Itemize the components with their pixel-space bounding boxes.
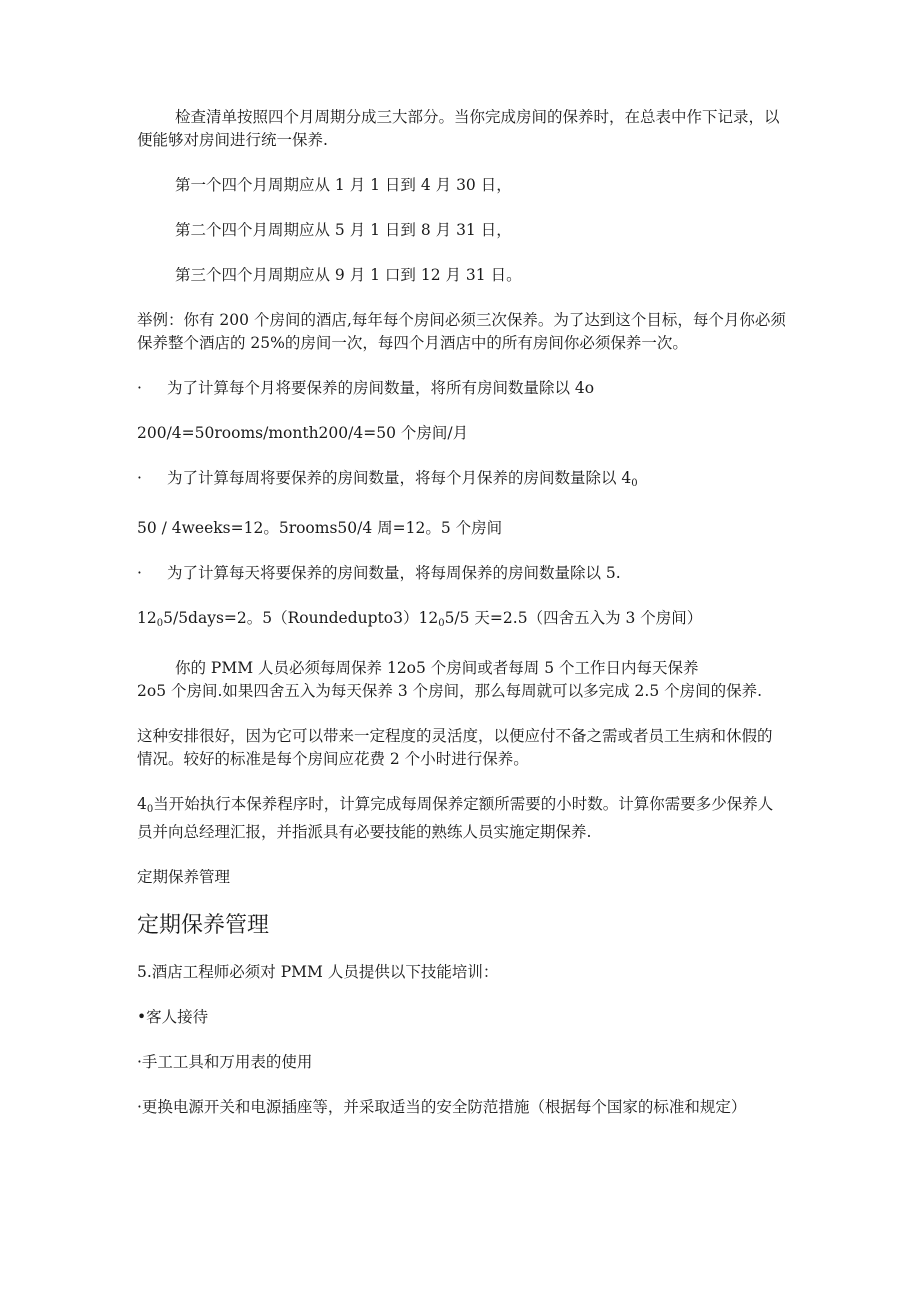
bullet-monthly bbox=[137, 377, 787, 400]
section-label-small: 定期保养管理 bbox=[137, 868, 231, 886]
step-4-subscript: 0 bbox=[146, 804, 154, 815]
bullet-weekly bbox=[137, 467, 787, 495]
calc-daily-part-a: 12 bbox=[137, 609, 157, 627]
bullet-dot-icon: · bbox=[137, 469, 142, 487]
calc-daily-part-b: 5/5days=2。5（Roundedupto3）12 bbox=[163, 609, 439, 627]
bullet-dot-icon: · bbox=[137, 564, 142, 582]
step-5-paragraph: 5.酒店工程师必须对 PMM 人员提供以下技能培训： bbox=[137, 963, 499, 981]
example-paragraph: 举例：你有 200 个房间的酒店,每年每个房间必须三次保养。为了达到这个目标，每个月你必须保养整个酒店的 25%的房间一次，每四个月酒店中的所有房间你必须保养一次。 bbox=[137, 311, 786, 352]
step-4-number: 4 bbox=[137, 795, 147, 813]
skill-guest-reception: •客人接待 bbox=[137, 1008, 209, 1026]
bullet-weekly-subscript: 0 bbox=[631, 478, 638, 489]
calc-daily bbox=[137, 607, 787, 635]
document-page bbox=[137, 106, 787, 1141]
bullet-dot-icon: · bbox=[137, 379, 142, 397]
skill-switch-replacement: ·更换电源开关和电源插座等，并采取适当的安全防范措施（根据每个国家的标准和规定） bbox=[137, 1098, 747, 1116]
intro-paragraph: 检查清单按照四个月周期分成三大部分。当你完成房间的保养时，在总表中作下记录，以便能够对房间进行统一保养. bbox=[137, 108, 780, 149]
section-heading: 定期保养管理 bbox=[137, 913, 270, 938]
flexibility-paragraph: 这种安排很好，因为它可以带来一定程度的灵活度，以便应付不备之需或者员工生病和休假的情况。较好的标准是每个房间应花费 2 个小时进行保养。 bbox=[137, 727, 773, 768]
bullet-weekly-text: 为了计算每周将要保养的房间数量，将每个月保养的房间数量除以 4 bbox=[167, 469, 632, 487]
period-1-line: 第一个四个月周期应从 1 月 1 日到 4 月 30 日， bbox=[175, 176, 512, 194]
skill-hand-tools: ·手工工具和万用表的使用 bbox=[137, 1053, 313, 1071]
calc-daily-part-c: 5/5 天=2.5（四舍五入为 3 个房间） bbox=[444, 609, 703, 627]
pmm-paragraph bbox=[137, 657, 787, 703]
period-2-line: 第二个四个月周期应从 5 月 1 日到 8 月 31 日， bbox=[175, 221, 512, 239]
bullet-monthly-text: 为了计算每个月将要保养的房间数量，将所有房间数量除以 4o bbox=[167, 379, 595, 397]
pmm-line-2: 2o5 个房间.如果四舍五入为每天保养 3 个房间，那么每周就可以多完成 2.5 个房间的保养. bbox=[137, 682, 763, 700]
period-3-line: 第三个四个月周期应从 9 月 1 口到 12 月 31 日。 bbox=[175, 266, 522, 284]
calc-daily-sub-2: 0 bbox=[438, 618, 445, 629]
step-4-paragraph bbox=[137, 793, 787, 844]
bullet-weekly-content bbox=[167, 467, 638, 495]
calc-daily-sub-1: 0 bbox=[156, 618, 164, 629]
calc-weekly: 50 / 4weeks=12。5rooms50/4 周=12。5 个房间 bbox=[137, 519, 503, 537]
step-4-text: 当开始执行本保养程序时，计算完成每周保养定额所需要的小时数。计算你需要多少保养人员并向总经理汇报，并指派具有必要技能的熟练人员实施定期保养. bbox=[137, 795, 774, 841]
bullet-daily-text: 为了计算每天将要保养的房间数量，将每周保养的房间数量除以 5. bbox=[167, 564, 621, 582]
bullet-daily bbox=[137, 562, 787, 585]
calc-monthly: 200/4=50rooms/month200/4=50 个房间/月 bbox=[137, 424, 469, 442]
pmm-line-1: 你的 PMM 人员必须每周保养 12o5 个房间或者每周 5 个工作日内每天保养 bbox=[175, 659, 699, 677]
